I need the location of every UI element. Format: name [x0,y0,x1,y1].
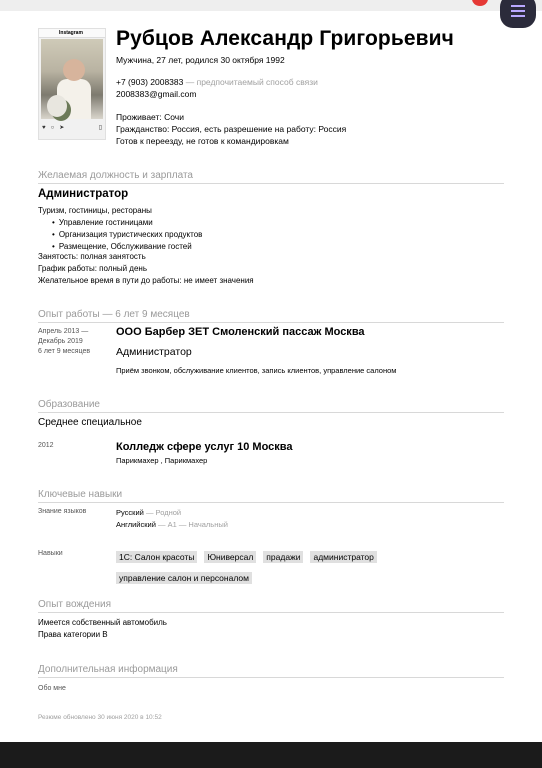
section-title-desired-position: Желаемая должность и зарплата [38,170,193,181]
job-position: Администратор [116,346,192,358]
skills-label: Навыки [38,550,63,557]
work-schedule: График работы: полный день [38,264,148,273]
candidate-meta: Мужчина, 27 лет, родился 30 октября 1992 [116,55,285,65]
profile-photo [38,28,106,140]
section-divider [38,183,504,184]
resume-updated: Резюме обновлено 30 июня 2020 в 10:52 [38,714,162,721]
contact-phone-line [116,76,318,88]
candidate-name: Рубцов Александр Григорьевич [116,27,454,50]
section-title-additional: Дополнительная информация [38,664,178,675]
email-link[interactable]: 2008383@gmail.com [116,89,197,99]
about-me: Обо мне [38,685,66,692]
skill-tags [116,547,416,589]
share-icon: ➤ [59,125,65,131]
section-title-driving: Опыт вождения [38,599,111,610]
job-company: ООО Барбер ЗЕТ Смоленский пассаж Москва [116,326,365,338]
browser-bottom-bar [0,742,542,768]
relocation: Готов к переезду, не готов к командировкам [116,136,289,146]
desired-position-title: Администратор [38,188,129,200]
language-name: Русский [116,508,144,517]
language-row [116,507,181,519]
citizenship: Гражданство: Россия, есть разрешение на работу: Россия [116,124,347,134]
section-divider [38,412,504,413]
photo-image [41,39,103,119]
education-year: 2012 [38,442,54,449]
list-item: • Размещение, Обслуживание гостей [52,241,202,253]
employment-type: Занятость: полная занятость [38,252,146,261]
phone-note: — предпочитаемый способ связи [185,77,318,87]
job-duration: 6 лет 9 месяцев [38,348,91,355]
photo-action-icons [39,121,105,139]
bookmark-icon: ▯ [98,125,102,131]
specializations-list [52,217,202,253]
menu-button[interactable] [500,0,536,28]
education-institution: Колледж сфере услуг 10 Москва [116,441,293,453]
residence: Проживает: Сочи [116,112,184,122]
menu-line [511,15,525,17]
travel-time: Желательное время в пути до работы: не имеет значения [38,276,254,285]
education-level: Среднее специальное [38,417,142,428]
section-title-skills: Ключевые навыки [38,489,123,500]
menu-line [511,10,525,12]
section-title-education: Образование [38,399,100,410]
education-specialty: Парикмахер , Парикмахер [116,456,208,465]
section-divider [38,322,504,323]
skill-tag: пpадажи [263,551,303,563]
heart-icon: ♥ [42,125,46,131]
section-divider [38,612,504,613]
section-divider [38,502,504,503]
desired-field: Туризм, гостиницы, рестораны [38,206,152,215]
skill-tag: Юниверсал [204,551,256,563]
photo-header [39,29,105,38]
list-item: • Организация туристических продуктов [52,229,202,241]
section-title-experience: Опыт работы — 6 лет 9 месяцев [38,309,190,320]
section-divider [38,677,504,678]
skill-tag: 1С: Салон красоты [116,551,197,563]
photo-app-name: Instagram [59,30,83,36]
job-description: Приём звонком, обслуживание клиентов, запись клиентов, управление салоном [116,366,397,375]
skill-tag: управление салон и персоналом [116,572,252,584]
languages-label: Знание языков [38,508,87,515]
photo-flowers [47,95,67,117]
driving-license: Права категории B [38,630,108,639]
language-level: — Родной [145,508,182,517]
browser-top-bar [0,0,542,11]
language-name: Английский [116,520,156,529]
skill-tag: администратор [310,551,376,563]
job-period-end: Декабрь 2019 [38,338,83,345]
menu-line [511,5,525,7]
photo-person-head [63,59,85,81]
phone-number[interactable]: +7 (903) 2008383 [116,77,184,87]
language-level: — A1 — Начальный [157,520,228,529]
comment-icon: ○ [50,125,55,131]
language-row [116,519,228,531]
job-period-start: Апрель 2013 — [38,328,89,335]
list-item: • Управление гостиницами [52,217,202,229]
driving-car: Имеется собственный автомобиль [38,618,167,627]
